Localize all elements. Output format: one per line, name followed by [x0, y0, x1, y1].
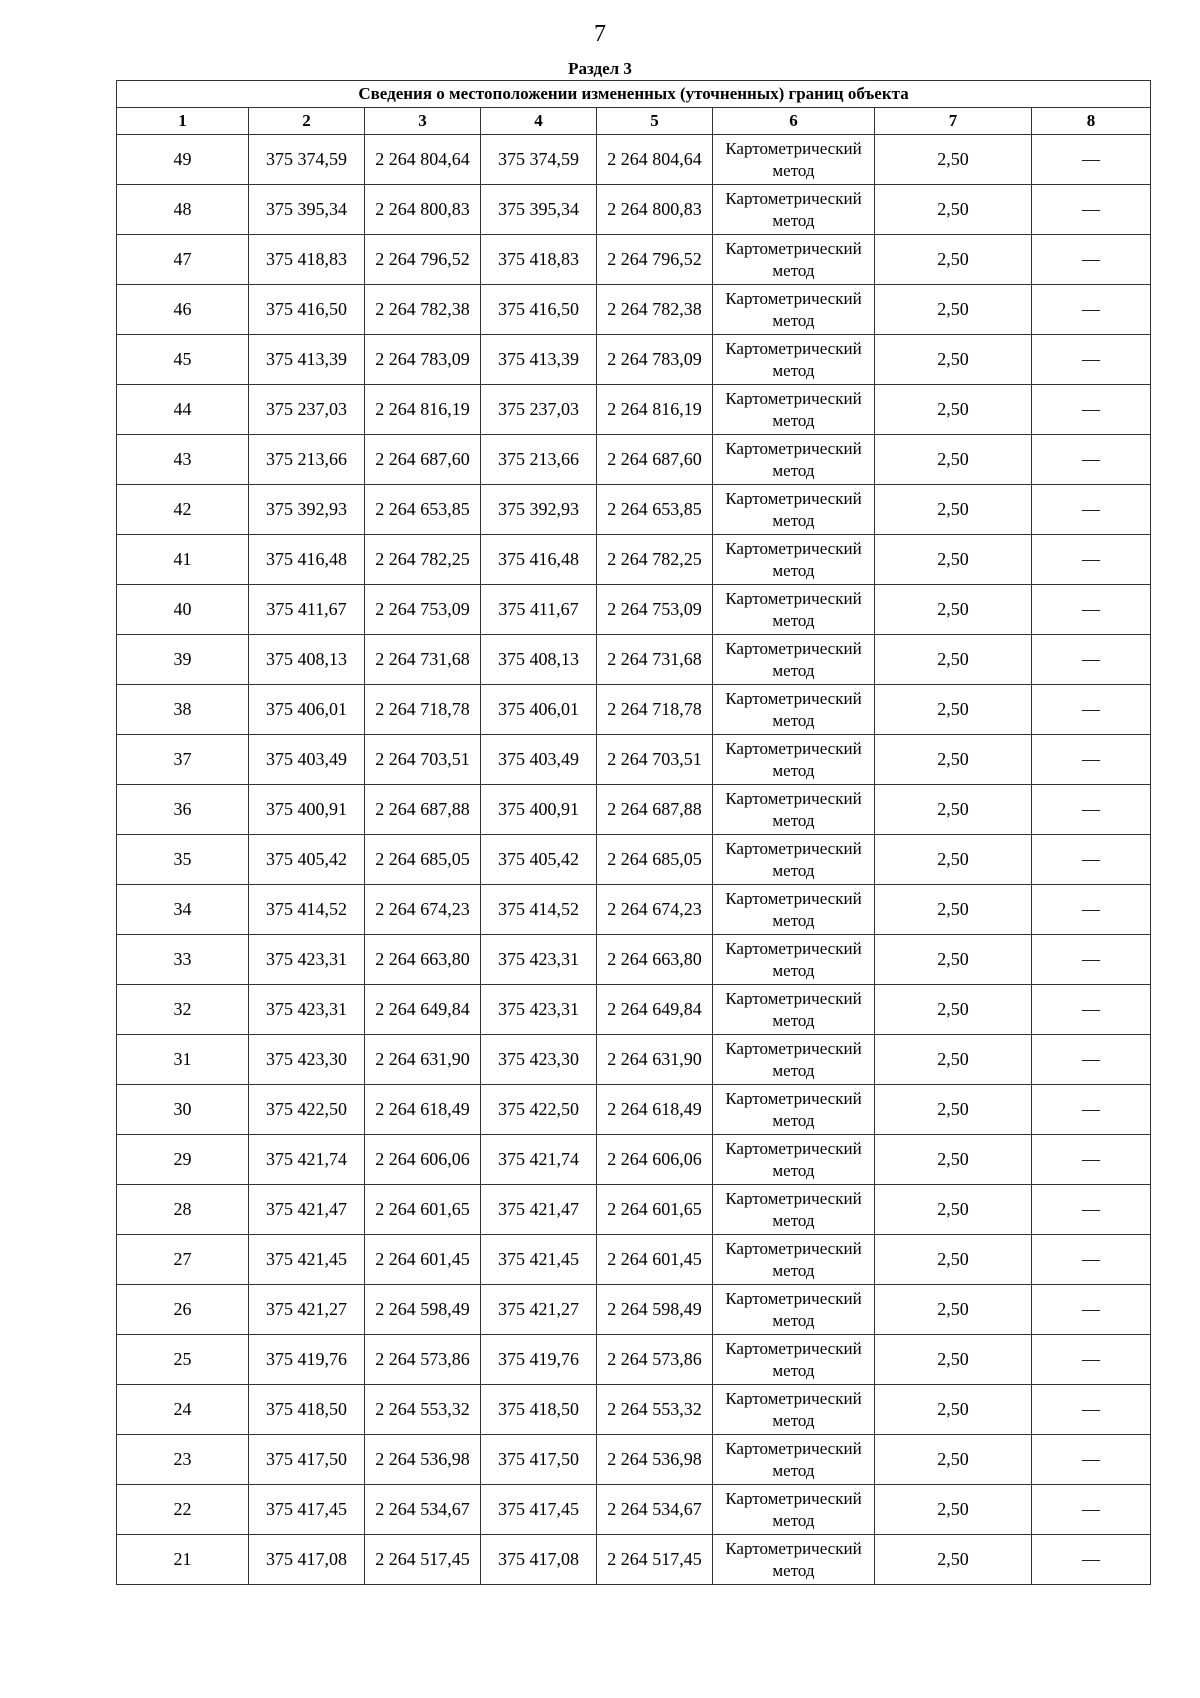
y-new-cell: 2 264 663,80 — [597, 935, 713, 985]
table-row — [117, 385, 1151, 435]
method-cell: Картометрический метод — [713, 135, 875, 185]
x-old-cell: 375 423,31 — [249, 985, 365, 1035]
y-old-cell: 2 264 782,38 — [365, 285, 481, 335]
accuracy-cell: 2,50 — [875, 485, 1032, 535]
description-cell: — — [1032, 685, 1151, 735]
x-old-cell: 375 405,42 — [249, 835, 365, 885]
accuracy-cell: 2,50 — [875, 435, 1032, 485]
column-number-row — [117, 108, 1151, 135]
y-old-cell: 2 264 782,25 — [365, 535, 481, 585]
point-number-cell: 34 — [117, 885, 249, 935]
accuracy-cell: 2,50 — [875, 1485, 1032, 1535]
method-cell: Картометрический метод — [713, 1035, 875, 1085]
y-old-cell: 2 264 731,68 — [365, 635, 481, 685]
point-number-cell: 26 — [117, 1285, 249, 1335]
y-new-cell: 2 264 800,83 — [597, 185, 713, 235]
x-new-cell: 375 395,34 — [481, 185, 597, 235]
accuracy-cell: 2,50 — [875, 185, 1032, 235]
method-cell: Картометрический метод — [713, 335, 875, 385]
y-old-cell: 2 264 783,09 — [365, 335, 481, 385]
y-old-cell: 2 264 703,51 — [365, 735, 481, 785]
point-number-cell: 35 — [117, 835, 249, 885]
accuracy-cell: 2,50 — [875, 785, 1032, 835]
y-new-cell: 2 264 687,88 — [597, 785, 713, 835]
y-new-cell: 2 264 606,06 — [597, 1135, 713, 1185]
x-new-cell: 375 237,03 — [481, 385, 597, 435]
method-cell: Картометрический метод — [713, 835, 875, 885]
description-cell: — — [1032, 985, 1151, 1035]
x-old-cell: 375 411,67 — [249, 585, 365, 635]
y-old-cell: 2 264 649,84 — [365, 985, 481, 1035]
y-new-cell: 2 264 782,25 — [597, 535, 713, 585]
description-cell: — — [1032, 1185, 1151, 1235]
point-number-cell: 33 — [117, 935, 249, 985]
description-cell: — — [1032, 1135, 1151, 1185]
description-cell: — — [1032, 1435, 1151, 1485]
accuracy-cell: 2,50 — [875, 1385, 1032, 1435]
description-cell: — — [1032, 1285, 1151, 1335]
accuracy-cell: 2,50 — [875, 1235, 1032, 1285]
point-number-cell: 45 — [117, 335, 249, 385]
description-cell: — — [1032, 1085, 1151, 1135]
y-new-cell: 2 264 601,45 — [597, 1235, 713, 1285]
column-header-7: 7 — [875, 108, 1032, 135]
y-new-cell: 2 264 731,68 — [597, 635, 713, 685]
table-row — [117, 685, 1151, 735]
point-number-cell: 24 — [117, 1385, 249, 1435]
y-new-cell: 2 264 718,78 — [597, 685, 713, 735]
method-cell: Картометрический метод — [713, 1385, 875, 1435]
y-new-cell: 2 264 753,09 — [597, 585, 713, 635]
y-old-cell: 2 264 800,83 — [365, 185, 481, 235]
x-old-cell: 375 423,30 — [249, 1035, 365, 1085]
accuracy-cell: 2,50 — [875, 985, 1032, 1035]
y-old-cell: 2 264 718,78 — [365, 685, 481, 735]
x-old-cell: 375 395,34 — [249, 185, 365, 235]
x-old-cell: 375 374,59 — [249, 135, 365, 185]
x-old-cell: 375 400,91 — [249, 785, 365, 835]
y-old-cell: 2 264 536,98 — [365, 1435, 481, 1485]
column-header-1: 1 — [117, 108, 249, 135]
table-row — [117, 835, 1151, 885]
y-new-cell: 2 264 674,23 — [597, 885, 713, 935]
accuracy-cell: 2,50 — [875, 135, 1032, 185]
method-cell: Картометрический метод — [713, 935, 875, 985]
accuracy-cell: 2,50 — [875, 1035, 1032, 1085]
y-old-cell: 2 264 816,19 — [365, 385, 481, 435]
y-old-cell: 2 264 606,06 — [365, 1135, 481, 1185]
y-new-cell: 2 264 517,45 — [597, 1535, 713, 1585]
x-old-cell: 375 417,45 — [249, 1485, 365, 1535]
table-row — [117, 1485, 1151, 1535]
x-old-cell: 375 416,50 — [249, 285, 365, 335]
table-row — [117, 335, 1151, 385]
y-new-cell: 2 264 649,84 — [597, 985, 713, 1035]
y-new-cell: 2 264 816,19 — [597, 385, 713, 435]
x-new-cell: 375 417,08 — [481, 1535, 597, 1585]
description-cell: — — [1032, 635, 1151, 685]
x-new-cell: 375 405,42 — [481, 835, 597, 885]
table-row — [117, 1135, 1151, 1185]
x-new-cell: 375 414,52 — [481, 885, 597, 935]
description-cell: — — [1032, 885, 1151, 935]
accuracy-cell: 2,50 — [875, 935, 1032, 985]
description-cell: — — [1032, 835, 1151, 885]
x-new-cell: 375 421,47 — [481, 1185, 597, 1235]
description-cell: — — [1032, 1335, 1151, 1385]
method-cell: Картометрический метод — [713, 1335, 875, 1385]
accuracy-cell: 2,50 — [875, 885, 1032, 935]
y-new-cell: 2 264 553,32 — [597, 1385, 713, 1435]
x-new-cell: 375 422,50 — [481, 1085, 597, 1135]
y-old-cell: 2 264 663,80 — [365, 935, 481, 985]
table-row — [117, 585, 1151, 635]
x-new-cell: 375 421,45 — [481, 1235, 597, 1285]
y-old-cell: 2 264 601,45 — [365, 1235, 481, 1285]
method-cell: Картометрический метод — [713, 1185, 875, 1235]
table-row — [117, 1435, 1151, 1485]
accuracy-cell: 2,50 — [875, 685, 1032, 735]
x-old-cell: 375 421,27 — [249, 1285, 365, 1335]
x-old-cell: 375 414,52 — [249, 885, 365, 935]
x-new-cell: 375 421,74 — [481, 1135, 597, 1185]
boundary-coordinates-table — [116, 80, 1151, 1585]
y-old-cell: 2 264 631,90 — [365, 1035, 481, 1085]
method-cell: Картометрический метод — [713, 535, 875, 585]
table-row — [117, 1235, 1151, 1285]
x-new-cell: 375 421,27 — [481, 1285, 597, 1335]
point-number-cell: 46 — [117, 285, 249, 335]
point-number-cell: 31 — [117, 1035, 249, 1085]
method-cell: Картометрический метод — [713, 1285, 875, 1335]
description-cell: — — [1032, 1235, 1151, 1285]
table-row — [117, 935, 1151, 985]
table-row — [117, 635, 1151, 685]
table-row — [117, 1185, 1151, 1235]
y-new-cell: 2 264 703,51 — [597, 735, 713, 785]
column-header-6: 6 — [713, 108, 875, 135]
y-new-cell: 2 264 573,86 — [597, 1335, 713, 1385]
method-cell: Картометрический метод — [713, 1135, 875, 1185]
point-number-cell: 28 — [117, 1185, 249, 1235]
y-new-cell: 2 264 796,52 — [597, 235, 713, 285]
point-number-cell: 30 — [117, 1085, 249, 1135]
accuracy-cell: 2,50 — [875, 1285, 1032, 1335]
y-old-cell: 2 264 796,52 — [365, 235, 481, 285]
table-row — [117, 1285, 1151, 1335]
table-row — [117, 1035, 1151, 1085]
point-number-cell: 36 — [117, 785, 249, 835]
x-old-cell: 375 403,49 — [249, 735, 365, 785]
table-row — [117, 235, 1151, 285]
method-cell: Картометрический метод — [713, 685, 875, 735]
accuracy-cell: 2,50 — [875, 585, 1032, 635]
accuracy-cell: 2,50 — [875, 335, 1032, 385]
y-old-cell: 2 264 534,67 — [365, 1485, 481, 1535]
section-title: Раздел 3 — [568, 59, 632, 78]
x-old-cell: 375 417,50 — [249, 1435, 365, 1485]
accuracy-cell: 2,50 — [875, 1185, 1032, 1235]
x-new-cell: 375 423,31 — [481, 985, 597, 1035]
method-cell: Картометрический метод — [713, 1235, 875, 1285]
y-new-cell: 2 264 598,49 — [597, 1285, 713, 1335]
method-cell: Картометрический метод — [713, 985, 875, 1035]
description-cell: — — [1032, 185, 1151, 235]
x-old-cell: 375 421,74 — [249, 1135, 365, 1185]
method-cell: Картометрический метод — [713, 1535, 875, 1585]
column-header-8: 8 — [1032, 108, 1151, 135]
y-old-cell: 2 264 618,49 — [365, 1085, 481, 1135]
y-old-cell: 2 264 553,32 — [365, 1385, 481, 1435]
y-new-cell: 2 264 783,09 — [597, 335, 713, 385]
method-cell: Картометрический метод — [713, 1485, 875, 1535]
method-cell: Картометрический метод — [713, 1085, 875, 1135]
x-old-cell: 375 421,47 — [249, 1185, 365, 1235]
x-new-cell: 375 411,67 — [481, 585, 597, 635]
table-caption-row — [117, 81, 1151, 108]
table-row — [117, 135, 1151, 185]
description-cell: — — [1032, 935, 1151, 985]
method-cell: Картометрический метод — [713, 735, 875, 785]
y-new-cell: 2 264 782,38 — [597, 285, 713, 335]
accuracy-cell: 2,50 — [875, 1335, 1032, 1385]
column-header-4: 4 — [481, 108, 597, 135]
method-cell: Картометрический метод — [713, 185, 875, 235]
description-cell: — — [1032, 1035, 1151, 1085]
accuracy-cell: 2,50 — [875, 735, 1032, 785]
y-new-cell: 2 264 601,65 — [597, 1185, 713, 1235]
x-old-cell: 375 213,66 — [249, 435, 365, 485]
point-number-cell: 25 — [117, 1335, 249, 1385]
table-row — [117, 1085, 1151, 1135]
x-new-cell: 375 400,91 — [481, 785, 597, 835]
table-row — [117, 535, 1151, 585]
accuracy-cell: 2,50 — [875, 1535, 1032, 1585]
description-cell: — — [1032, 285, 1151, 335]
x-new-cell: 375 408,13 — [481, 635, 597, 685]
accuracy-cell: 2,50 — [875, 835, 1032, 885]
method-cell: Картометрический метод — [713, 485, 875, 535]
description-cell: — — [1032, 335, 1151, 385]
x-new-cell: 375 419,76 — [481, 1335, 597, 1385]
table-row — [117, 185, 1151, 235]
table-row — [117, 1535, 1151, 1585]
y-old-cell: 2 264 598,49 — [365, 1285, 481, 1335]
column-header-2: 2 — [249, 108, 365, 135]
point-number-cell: 42 — [117, 485, 249, 535]
point-number-cell: 23 — [117, 1435, 249, 1485]
x-old-cell: 375 418,83 — [249, 235, 365, 285]
description-cell: — — [1032, 135, 1151, 185]
accuracy-cell: 2,50 — [875, 285, 1032, 335]
y-new-cell: 2 264 804,64 — [597, 135, 713, 185]
method-cell: Картометрический метод — [713, 435, 875, 485]
description-cell: — — [1032, 1535, 1151, 1585]
table-row — [117, 735, 1151, 785]
description-cell: — — [1032, 435, 1151, 485]
point-number-cell: 21 — [117, 1535, 249, 1585]
y-new-cell: 2 264 653,85 — [597, 485, 713, 535]
y-old-cell: 2 264 685,05 — [365, 835, 481, 885]
y-new-cell: 2 264 685,05 — [597, 835, 713, 885]
description-cell: — — [1032, 785, 1151, 835]
y-old-cell: 2 264 753,09 — [365, 585, 481, 635]
accuracy-cell: 2,50 — [875, 235, 1032, 285]
x-new-cell: 375 417,50 — [481, 1435, 597, 1485]
point-number-cell: 27 — [117, 1235, 249, 1285]
y-old-cell: 2 264 517,45 — [365, 1535, 481, 1585]
point-number-cell: 43 — [117, 435, 249, 485]
point-number-cell: 44 — [117, 385, 249, 435]
point-number-cell: 29 — [117, 1135, 249, 1185]
point-number-cell: 32 — [117, 985, 249, 1035]
method-cell: Картометрический метод — [713, 785, 875, 835]
y-old-cell: 2 264 573,86 — [365, 1335, 481, 1385]
point-number-cell: 41 — [117, 535, 249, 585]
table-row — [117, 1335, 1151, 1385]
x-old-cell: 375 416,48 — [249, 535, 365, 585]
page-number: 7 — [594, 21, 606, 47]
column-header-3: 3 — [365, 108, 481, 135]
point-number-cell: 47 — [117, 235, 249, 285]
description-cell: — — [1032, 235, 1151, 285]
description-cell: — — [1032, 485, 1151, 535]
x-new-cell: 375 413,39 — [481, 335, 597, 385]
method-cell: Картометрический метод — [713, 385, 875, 435]
x-old-cell: 375 423,31 — [249, 935, 365, 985]
method-cell: Картометрический метод — [713, 885, 875, 935]
table-row — [117, 885, 1151, 935]
accuracy-cell: 2,50 — [875, 385, 1032, 435]
table-body — [117, 135, 1151, 1585]
point-number-cell: 40 — [117, 585, 249, 635]
method-cell: Картометрический метод — [713, 235, 875, 285]
table-row — [117, 285, 1151, 335]
x-new-cell: 375 416,50 — [481, 285, 597, 335]
x-old-cell: 375 421,45 — [249, 1235, 365, 1285]
accuracy-cell: 2,50 — [875, 1435, 1032, 1485]
x-new-cell: 375 416,48 — [481, 535, 597, 585]
x-old-cell: 375 408,13 — [249, 635, 365, 685]
accuracy-cell: 2,50 — [875, 535, 1032, 585]
y-new-cell: 2 264 631,90 — [597, 1035, 713, 1085]
y-new-cell: 2 264 687,60 — [597, 435, 713, 485]
column-header-5: 5 — [597, 108, 713, 135]
x-new-cell: 375 406,01 — [481, 685, 597, 735]
x-new-cell: 375 417,45 — [481, 1485, 597, 1535]
x-new-cell: 375 418,83 — [481, 235, 597, 285]
table-row — [117, 785, 1151, 835]
accuracy-cell: 2,50 — [875, 1085, 1032, 1135]
y-old-cell: 2 264 601,65 — [365, 1185, 481, 1235]
point-number-cell: 49 — [117, 135, 249, 185]
description-cell: — — [1032, 385, 1151, 435]
x-old-cell: 375 406,01 — [249, 685, 365, 735]
x-new-cell: 375 213,66 — [481, 435, 597, 485]
description-cell: — — [1032, 735, 1151, 785]
x-old-cell: 375 419,76 — [249, 1335, 365, 1385]
method-cell: Картометрический метод — [713, 585, 875, 635]
method-cell: Картометрический метод — [713, 285, 875, 335]
point-number-cell: 48 — [117, 185, 249, 235]
method-cell: Картометрический метод — [713, 1435, 875, 1485]
x-new-cell: 375 423,31 — [481, 935, 597, 985]
point-number-cell: 38 — [117, 685, 249, 735]
y-new-cell: 2 264 536,98 — [597, 1435, 713, 1485]
method-cell: Картометрический метод — [713, 635, 875, 685]
description-cell: — — [1032, 1385, 1151, 1435]
x-old-cell: 375 392,93 — [249, 485, 365, 535]
x-old-cell: 375 422,50 — [249, 1085, 365, 1135]
table-caption: Сведения о местоположении измененных (уточненных) границ объекта — [117, 81, 1151, 108]
table-row — [117, 1385, 1151, 1435]
description-cell: — — [1032, 535, 1151, 585]
y-old-cell: 2 264 687,88 — [365, 785, 481, 835]
x-new-cell: 375 374,59 — [481, 135, 597, 185]
point-number-cell: 22 — [117, 1485, 249, 1535]
x-old-cell: 375 417,08 — [249, 1535, 365, 1585]
y-old-cell: 2 264 687,60 — [365, 435, 481, 485]
x-old-cell: 375 237,03 — [249, 385, 365, 435]
y-new-cell: 2 264 618,49 — [597, 1085, 713, 1135]
description-cell: — — [1032, 1485, 1151, 1535]
x-old-cell: 375 413,39 — [249, 335, 365, 385]
x-new-cell: 375 403,49 — [481, 735, 597, 785]
x-new-cell: 375 418,50 — [481, 1385, 597, 1435]
y-old-cell: 2 264 804,64 — [365, 135, 481, 185]
y-old-cell: 2 264 674,23 — [365, 885, 481, 935]
description-cell: — — [1032, 585, 1151, 635]
table-row — [117, 985, 1151, 1035]
table-row — [117, 485, 1151, 535]
accuracy-cell: 2,50 — [875, 635, 1032, 685]
y-new-cell: 2 264 534,67 — [597, 1485, 713, 1535]
point-number-cell: 37 — [117, 735, 249, 785]
x-new-cell: 375 423,30 — [481, 1035, 597, 1085]
x-new-cell: 375 392,93 — [481, 485, 597, 535]
table-row — [117, 435, 1151, 485]
point-number-cell: 39 — [117, 635, 249, 685]
y-old-cell: 2 264 653,85 — [365, 485, 481, 535]
x-old-cell: 375 418,50 — [249, 1385, 365, 1435]
accuracy-cell: 2,50 — [875, 1135, 1032, 1185]
